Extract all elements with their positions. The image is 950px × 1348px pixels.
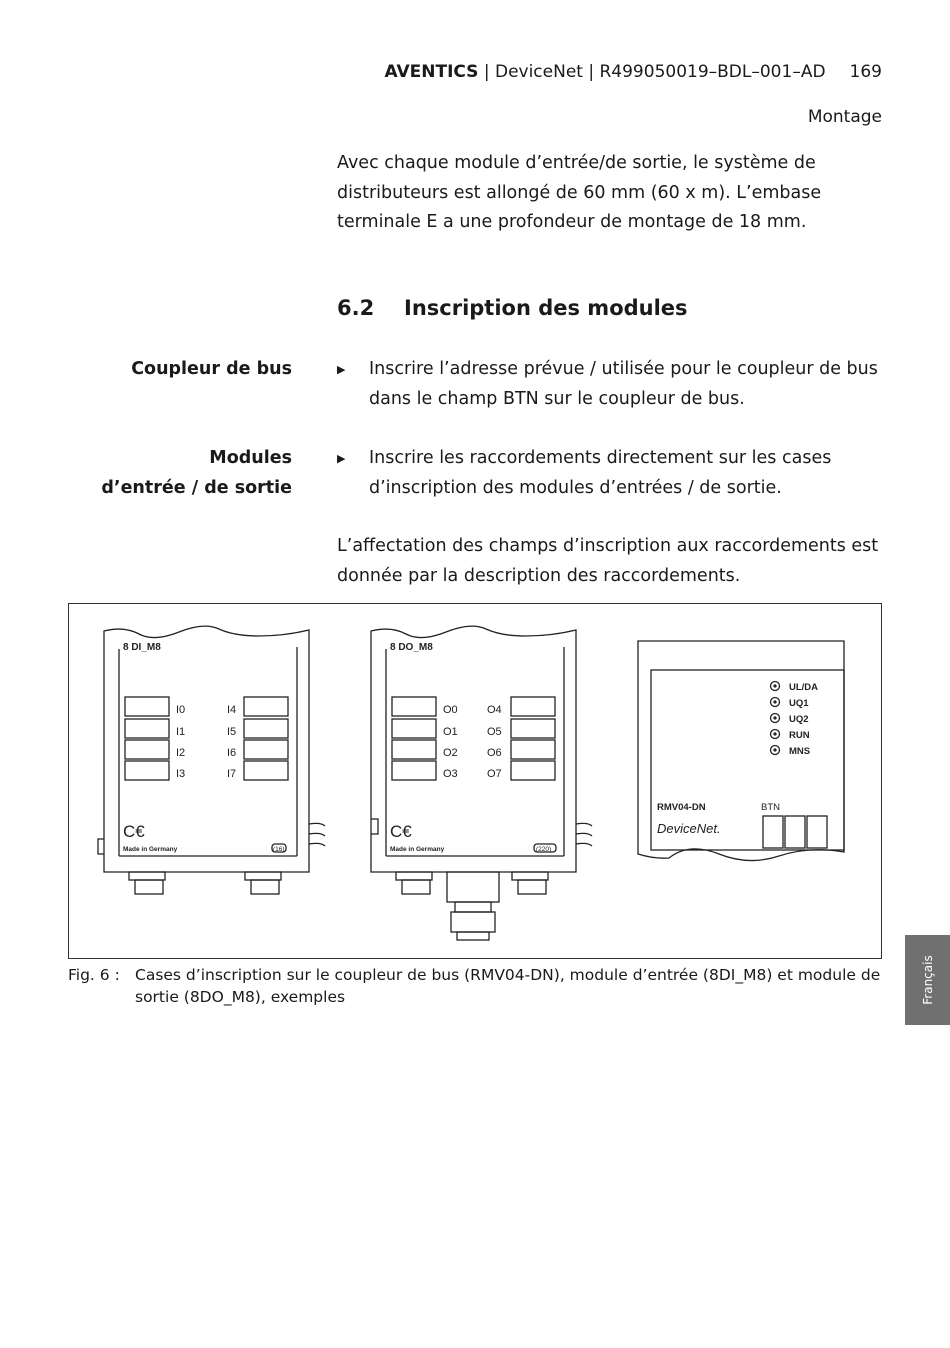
led-label: RUN xyxy=(789,730,810,741)
di-right-label: I7 xyxy=(227,768,237,780)
bullet-arrow-icon: ▶ xyxy=(337,363,346,376)
figure-caption-text: Cases d’inscription sur le coupleur de bus (RMV04-DN), module d’entrée (8DI_M8) et module de sortie (8DO_M8), exemples xyxy=(135,966,881,1006)
modules-illustration xyxy=(69,604,881,958)
brand-name: AVENTICS xyxy=(384,62,479,82)
led-label: UQ2 xyxy=(789,714,809,725)
section-name: Montage xyxy=(807,107,882,127)
module-code: (220) xyxy=(536,846,552,853)
di-left-label: I2 xyxy=(176,747,186,759)
led-label: UL/DA xyxy=(789,682,819,693)
module-8di-illustration xyxy=(98,626,325,894)
side-label-line: Modules xyxy=(209,448,292,468)
page-header xyxy=(384,62,882,82)
do-right-label: O7 xyxy=(487,768,502,780)
do-right-label: O6 xyxy=(487,747,502,759)
di-right-label: I4 xyxy=(227,704,237,716)
bullet-text-line: Inscrire l’adresse prévue / utilisée pour le coupleur de bus xyxy=(369,359,878,379)
module-8do-illustration xyxy=(371,626,592,940)
do-left-label: O1 xyxy=(443,726,458,738)
section-heading xyxy=(337,296,688,320)
bullet-text-line: d’inscription des modules d’entrées / de sortie. xyxy=(369,477,782,498)
do-left-label: O2 xyxy=(443,747,458,759)
side-label-line: d’entrée / de sortie xyxy=(101,477,292,498)
document-reference: | DeviceNet | R499050019–BDL–001–AD xyxy=(478,62,826,82)
intro-paragraph xyxy=(337,149,885,238)
led-label: UQ1 xyxy=(789,698,809,709)
module-do-name: 8 DO_M8 xyxy=(390,642,433,653)
language-tab xyxy=(905,935,950,1025)
devicenet-logo: DeviceNet. xyxy=(657,821,721,836)
figure-frame xyxy=(68,603,882,959)
language-tab-label: Français xyxy=(920,955,935,1005)
closing-line: donnée par la description des raccordements. xyxy=(337,565,741,586)
bullet-text xyxy=(369,444,885,503)
di-left-label: I1 xyxy=(176,726,186,738)
closing-paragraph xyxy=(337,532,885,591)
made-in-label: Made in Germany xyxy=(390,846,445,853)
bullet-item-bus-coupler xyxy=(337,355,885,414)
closing-line: L’affectation des champs d’inscription aux raccordements est xyxy=(337,536,879,556)
module-di-name: 8 DI_M8 xyxy=(123,642,161,653)
page-number: 169 xyxy=(849,62,882,82)
side-label-io-modules xyxy=(101,444,292,503)
module-code: (16) xyxy=(273,846,285,853)
figure-number: Fig. 6 : xyxy=(68,966,120,984)
intro-line: distributeurs est allongé de 60 mm (60 x m). L’embase xyxy=(337,182,822,203)
ce-mark: C€ xyxy=(390,822,412,841)
bullet-text-line: Inscrire les raccordements directement sur les cases xyxy=(369,448,832,468)
made-in-label: Made in Germany xyxy=(123,846,178,853)
bullet-item-io-modules xyxy=(337,444,885,503)
bullet-arrow-icon: ▶ xyxy=(337,452,346,465)
btn-label: BTN xyxy=(761,802,780,813)
bullet-text xyxy=(369,355,885,414)
di-left-label: I0 xyxy=(176,704,186,716)
bullet-text-line: dans le champ BTN sur le coupleur de bus. xyxy=(369,388,745,409)
section-heading-title: Inscription des modules xyxy=(404,296,688,320)
di-left-label: I3 xyxy=(176,768,186,780)
do-left-label: O0 xyxy=(443,704,458,716)
side-label-bus-coupler xyxy=(131,355,292,385)
section-heading-number: 6.2 xyxy=(337,296,375,320)
side-label-line: Coupleur de bus xyxy=(131,359,292,379)
ce-mark: C€ xyxy=(123,822,145,841)
di-right-label: I6 xyxy=(227,747,237,759)
intro-line: terminale E a une profondeur de montage de 18 mm. xyxy=(337,212,807,232)
do-right-label: O5 xyxy=(487,726,502,738)
intro-line: Avec chaque module d’entrée/de sortie, le système de xyxy=(337,153,816,173)
do-right-label: O4 xyxy=(487,704,502,716)
di-right-label: I5 xyxy=(227,726,237,738)
figure-caption xyxy=(68,965,883,1008)
led-label: MNS xyxy=(789,746,811,757)
do-left-label: O3 xyxy=(443,768,458,780)
coupler-model: RMV04-DN xyxy=(657,802,706,813)
